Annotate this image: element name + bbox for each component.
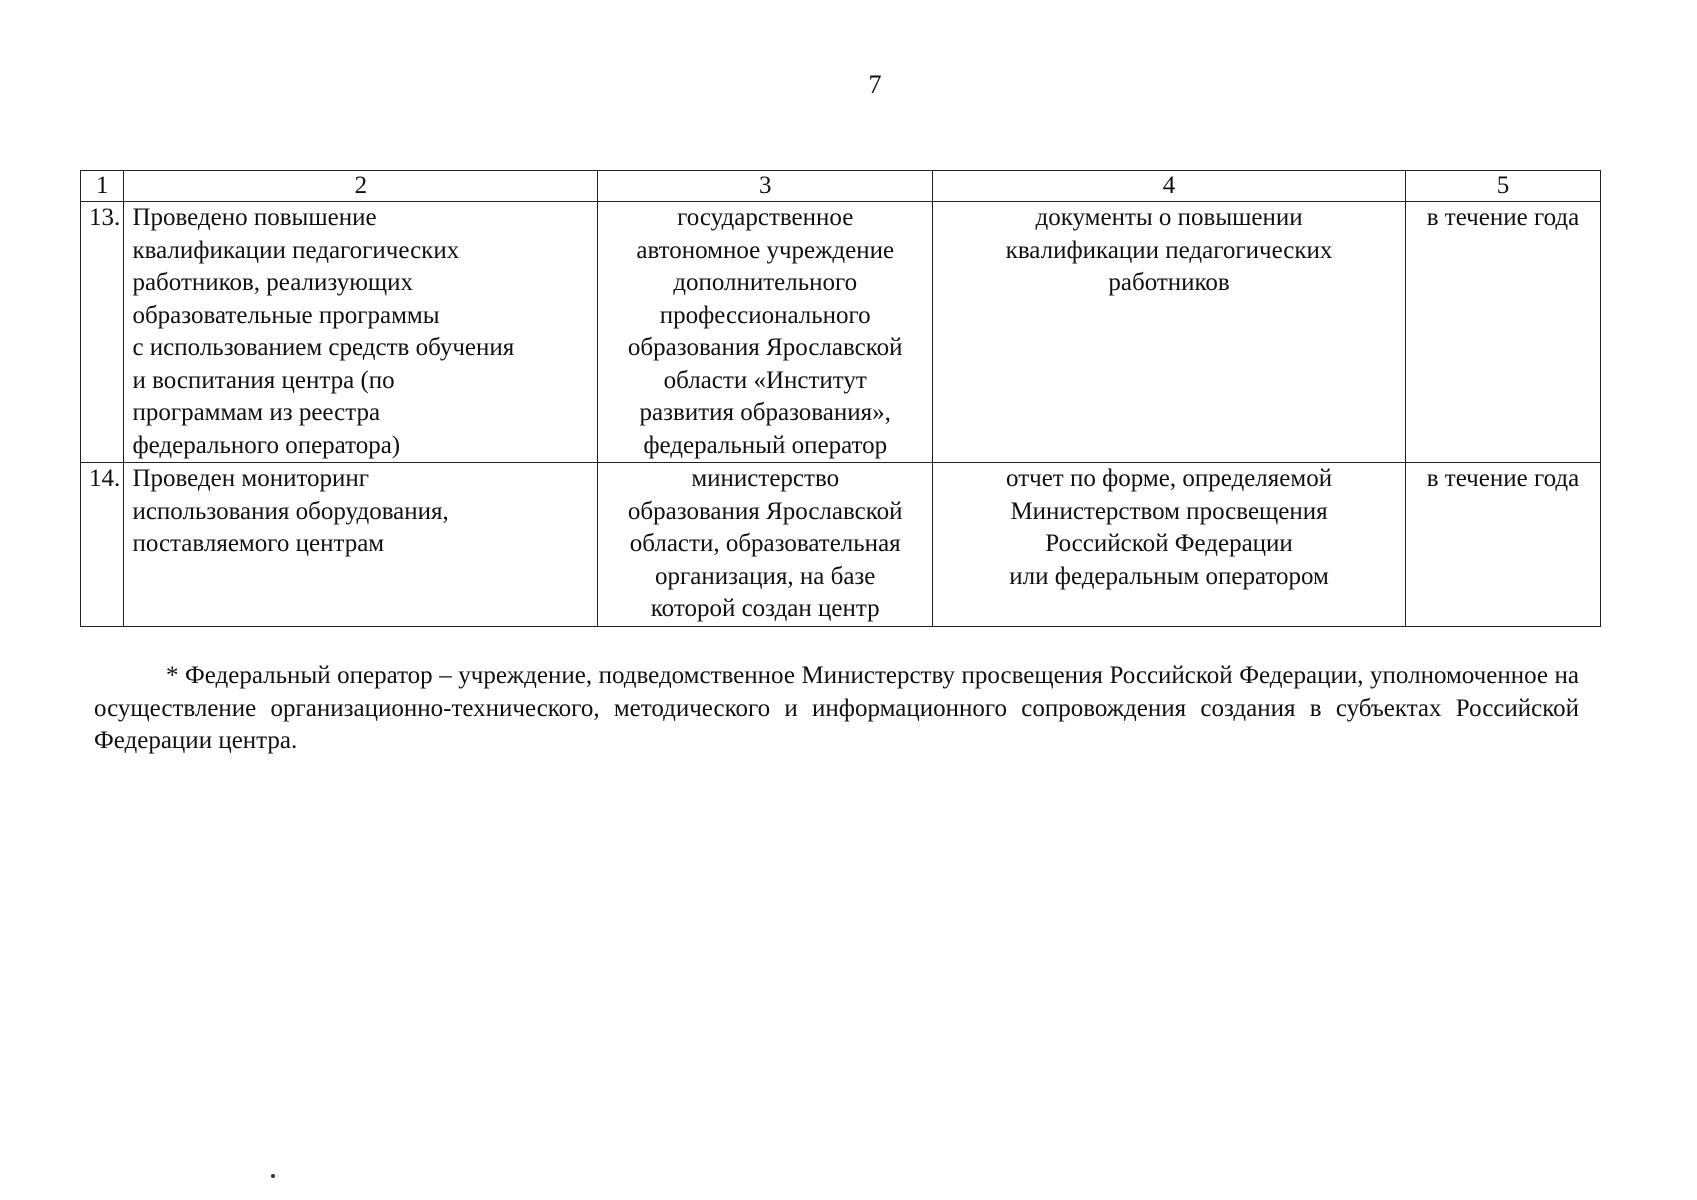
deadline-cell: в течение года xyxy=(1405,463,1600,627)
page-number: 7 xyxy=(868,70,882,99)
document-table xyxy=(80,170,1601,627)
column-number-4: 4 xyxy=(933,171,1406,202)
table-row xyxy=(81,202,1601,463)
responsible-cell: государственное автономное учреждение дополнительного профессионального образования Ярославской области «Институт развития образования», федеральный оператор xyxy=(598,202,933,463)
table-row xyxy=(81,463,1601,627)
activity-cell: Проведен мониторинг использования оборудования, поставляемого центрам xyxy=(124,463,598,627)
column-number-5: 5 xyxy=(1405,171,1600,202)
row-number: 13. xyxy=(81,202,124,463)
table-header-row xyxy=(81,171,1601,202)
column-number-1: 1 xyxy=(81,171,124,202)
row-number: 14. xyxy=(81,463,124,627)
footnote: * Федеральный оператор – учреждение, подведомственное Министерству просвещения Российской Федерации, уполномоченное на осуществление организационно-технического, методического и информационного сопровождения создания в субъектах Российской Федерации центра. xyxy=(94,662,1579,754)
deadline-cell: в течение года xyxy=(1405,202,1600,463)
scan-speck xyxy=(271,1174,275,1178)
column-number-3: 3 xyxy=(598,171,933,202)
result-document-cell: документы о повышении квалификации педагогических работников xyxy=(933,202,1406,463)
activity-cell: Проведено повышение квалификации педагогических работников, реализующих образовательные программы с использованием средств обучения и воспитания центра (по программам из реестра федерального оператора) xyxy=(124,202,598,463)
responsible-cell: министерство образования Ярославской области, образовательная организация, на базе которой создан центр xyxy=(598,463,933,627)
column-number-2: 2 xyxy=(124,171,598,202)
result-document-cell: отчет по форме, определяемой Министерством просвещения Российской Федерации или федеральным оператором xyxy=(933,463,1406,627)
